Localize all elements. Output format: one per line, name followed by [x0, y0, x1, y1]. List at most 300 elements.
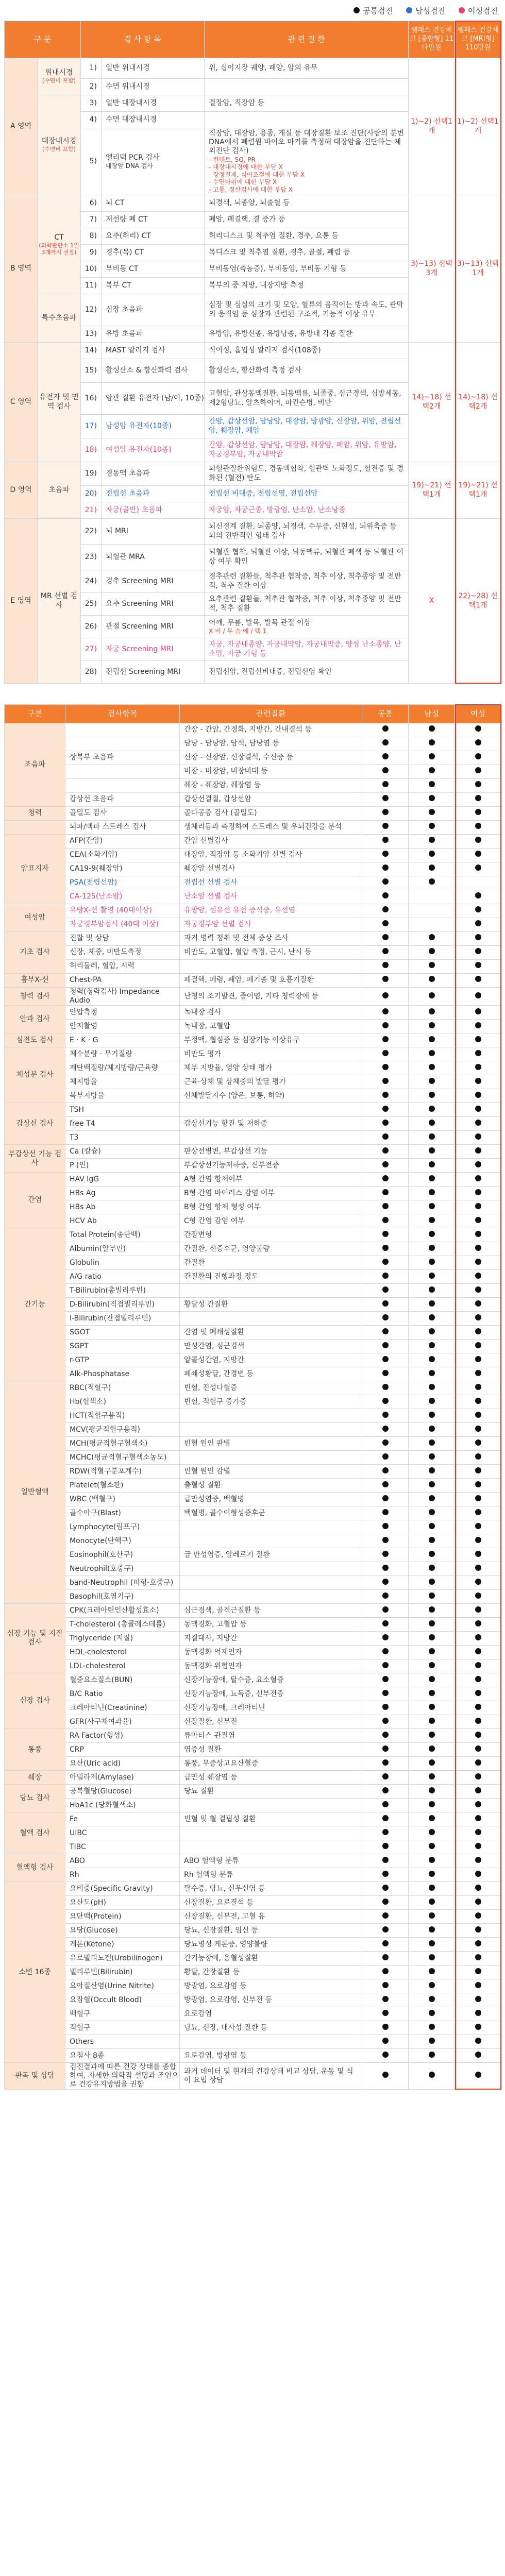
basic-exam-row	[5, 1173, 501, 1187]
common-mark	[362, 1604, 409, 1618]
basic-exam-description: 알콜성간염, 지방간	[180, 1353, 362, 1367]
female-mark	[455, 1785, 501, 1799]
subcategory	[38, 195, 81, 294]
included-dot-icon	[382, 795, 389, 801]
male-mark	[409, 1785, 455, 1799]
male-mark	[409, 960, 455, 974]
male-mark	[409, 1145, 455, 1159]
exam-name-text: MAST 알러지 검사	[106, 346, 165, 354]
included-dot-icon	[382, 1899, 389, 1905]
male-mark	[409, 1006, 455, 1020]
subcategory	[38, 519, 81, 684]
female-mark	[455, 1242, 501, 1256]
plan2-selection: 22)~28) 선택1개	[455, 519, 501, 684]
exam-name	[102, 486, 205, 502]
male-mark	[409, 974, 455, 988]
male-mark	[409, 1757, 455, 1771]
included-dot-icon	[429, 1384, 435, 1390]
female-mark	[455, 904, 501, 918]
included-dot-icon	[429, 1787, 435, 1793]
description-text: 전립선 비대증, 전립선염, 전립선암	[209, 489, 318, 498]
basic-category: 부갑상선 기능 검사	[5, 1145, 65, 1173]
basic-category: 체성분 검사	[5, 1047, 65, 1103]
exam-description	[205, 343, 409, 359]
included-dot-icon	[382, 1537, 389, 1543]
male-mark	[409, 2007, 455, 2021]
common-mark	[362, 1896, 409, 1910]
basic-category: 혈액 검사	[5, 1812, 65, 1854]
male-mark	[409, 890, 455, 904]
included-dot-icon	[382, 1078, 389, 1084]
female-mark	[455, 807, 501, 821]
male-mark	[409, 1312, 455, 1326]
exam-name-text: 저선량 폐 CT	[106, 215, 148, 224]
included-dot-icon	[475, 1342, 481, 1348]
included-dot-icon	[382, 725, 389, 732]
common-mark	[362, 1298, 409, 1312]
male-mark	[409, 1979, 455, 1993]
female-mark	[455, 960, 501, 974]
female-mark	[455, 1646, 501, 1659]
common-mark	[362, 1006, 409, 1020]
legend-female: 여성검진	[459, 5, 498, 16]
included-dot-icon	[429, 725, 435, 732]
included-dot-icon	[382, 1259, 389, 1265]
male-mark	[409, 1632, 455, 1646]
basic-exam-description: 요로감염, 방광염 등	[180, 2049, 362, 2063]
included-dot-icon	[382, 1732, 389, 1738]
th2-female: 여성	[455, 705, 501, 723]
basic-exam-description: 만성간염, 심근경색	[180, 1340, 362, 1353]
basic-exam-description: 유방암, 섬유선 유선 증식증, 유선염	[180, 904, 362, 918]
female-mark	[455, 1340, 501, 1353]
included-dot-icon	[382, 851, 389, 857]
female-mark	[455, 1020, 501, 1033]
female-mark	[455, 821, 501, 835]
basic-exam-description: 간질환, 신증후군, 영양불량	[180, 1242, 362, 1256]
basic-exam-row	[5, 932, 501, 946]
basic-exam-name: Eosinophil(호산구)	[65, 1548, 180, 1562]
female-mark	[455, 1659, 501, 1673]
basic-exam-row	[5, 1437, 501, 1451]
basic-category: 암표지자	[5, 835, 65, 904]
basic-exam-description: 간질환	[180, 1256, 362, 1270]
female-mark	[455, 1270, 501, 1284]
included-dot-icon	[382, 1328, 389, 1334]
exam-number: 6)	[81, 195, 102, 212]
common-mark	[362, 1882, 409, 1896]
basic-exam-description: 염증성 질환	[180, 1743, 362, 1757]
female-mark	[455, 1924, 501, 1938]
common-mark	[362, 960, 409, 974]
description-text: 허리디스크 및 척추염 질환, 경추, 요통 등	[209, 231, 339, 240]
male-mark	[409, 946, 455, 960]
included-dot-icon	[382, 1745, 389, 1752]
common-mark	[362, 849, 409, 862]
male-mark	[409, 918, 455, 932]
basic-exam-name: T-Bilirubin(총빌리루빈)	[65, 1284, 180, 1298]
included-dot-icon	[429, 1732, 435, 1738]
th-plan2: 웰패스 건강체크 [MRI형] 110만원	[455, 21, 501, 58]
subcategory-note: (수면비 포함)	[42, 146, 76, 153]
included-dot-icon	[429, 1926, 435, 1933]
basic-exam-row	[5, 1896, 501, 1910]
female-mark	[455, 1187, 501, 1200]
included-dot-icon	[382, 1022, 389, 1028]
included-dot-icon	[475, 1175, 481, 1181]
common-mark	[362, 1075, 409, 1089]
basic-exam-row	[5, 1131, 501, 1145]
female-mark	[455, 974, 501, 988]
basic-exam-description: 급만성염증, 백혈병	[180, 1493, 362, 1506]
basic-exam-row	[5, 1910, 501, 1924]
basic-exam-name: TIBC	[65, 1840, 180, 1854]
basic-category: 판독 및 상담	[5, 2063, 65, 2090]
basic-exam-row	[5, 2063, 501, 2090]
included-dot-icon	[382, 1912, 389, 1919]
basic-exam-row	[5, 1757, 501, 1771]
exam-name-sub: 대장암 DNA 검사	[106, 162, 154, 170]
included-dot-icon	[429, 1815, 435, 1821]
included-dot-icon	[382, 1634, 389, 1640]
included-dot-icon	[382, 1648, 389, 1654]
female-mark	[455, 1979, 501, 1993]
female-mark	[455, 946, 501, 960]
subcategory-label: 대장내시경	[41, 137, 77, 146]
basic-exam-row	[5, 960, 501, 974]
exam-name	[102, 519, 205, 545]
basic-exam-row	[5, 1200, 501, 1214]
female-mark	[455, 2021, 501, 2035]
male-mark	[409, 1367, 455, 1381]
male-mark	[409, 793, 455, 807]
subcategory	[38, 462, 81, 519]
exam-description	[205, 128, 409, 195]
basic-exam-row	[5, 1743, 501, 1757]
female-mark	[455, 1729, 501, 1743]
description-text: 유방암, 유방선종, 유방낭종, 유방내 각종 질환	[209, 329, 353, 338]
included-dot-icon	[429, 2052, 435, 2058]
exam-number: 13)	[81, 326, 102, 343]
basic-exam-description: 폐결핵, 폐렴, 폐암, 폐기종 및 호흡기질환	[180, 974, 362, 988]
included-dot-icon	[382, 2038, 389, 2044]
included-dot-icon	[429, 1217, 435, 1223]
included-dot-icon	[382, 1384, 389, 1390]
included-dot-icon	[429, 948, 435, 954]
female-mark	[455, 1520, 501, 1534]
basic-category: 당뇨 검사	[5, 1785, 65, 1812]
male-mark	[409, 2021, 455, 2035]
included-dot-icon	[475, 1412, 481, 1418]
included-dot-icon	[429, 1495, 435, 1501]
included-dot-icon	[475, 1509, 481, 1515]
common-mark	[362, 1979, 409, 1993]
female-mark	[455, 1854, 501, 1868]
exam-name	[102, 570, 205, 593]
included-dot-icon	[382, 1690, 389, 1696]
female-mark	[455, 1673, 501, 1687]
basic-exam-description: 갑상선결절, 갑상선암	[180, 793, 362, 807]
included-dot-icon	[475, 1161, 481, 1167]
plan1-selection: 14)~18) 선택2개	[409, 343, 455, 462]
basic-category: 췌장	[5, 1771, 65, 1785]
female-mark	[455, 1840, 501, 1854]
description-text: 뇌혈관질환위험도, 경동맥협착, 혈관벽 노화정도, 혈전증 및 경화된 (혈전) 탄도	[209, 465, 404, 482]
common-mark	[362, 1520, 409, 1534]
basic-exam-name	[65, 737, 180, 751]
common-mark	[362, 1145, 409, 1159]
basic-exam-name: Triglyceride (지질)	[65, 1632, 180, 1646]
exam-name	[102, 383, 205, 415]
basic-exam-name: T-cholesterol (총콜레스테롤)	[65, 1618, 180, 1632]
area-label	[5, 195, 38, 343]
basic-exam-description: 체부 지방율, 영양 상태 평가	[180, 1061, 362, 1075]
female-mark	[455, 1715, 501, 1729]
basic-exam-description: 간질환의 진행과정 정도	[180, 1270, 362, 1284]
exam-name	[102, 415, 205, 438]
basic-exam-row	[5, 1993, 501, 2007]
included-dot-icon	[475, 1120, 481, 1126]
basic-exam-name: Total Protein(총단백)	[65, 1228, 180, 1242]
exam-name	[102, 661, 205, 684]
basic-exam-name: HCT(적혈구용적)	[65, 1409, 180, 1423]
male-mark	[409, 1993, 455, 2007]
included-dot-icon	[475, 1203, 481, 1209]
male-mark	[409, 1659, 455, 1673]
basic-exam-description	[180, 2035, 362, 2049]
basic-exam-name: Chest-PA	[65, 974, 180, 988]
included-dot-icon	[382, 992, 389, 998]
basic-exam-row	[5, 1687, 501, 1701]
common-mark	[362, 1924, 409, 1938]
exam-name	[102, 438, 205, 462]
basic-exam-name: 요비중(Specific Gravity)	[65, 1882, 180, 1896]
plan1-selection: X	[409, 519, 455, 684]
basic-exam-description: 부갑상선기능저하증, 신부전증	[180, 1159, 362, 1173]
included-dot-icon	[382, 1759, 389, 1766]
basic-exam-description: B형 간염 바이러스 감염 여부	[180, 1187, 362, 1200]
included-dot-icon	[475, 2010, 481, 2016]
female-mark	[455, 890, 501, 904]
female-mark	[455, 1451, 501, 1465]
female-mark	[455, 1284, 501, 1298]
included-dot-icon	[475, 1189, 481, 1195]
basic-exam-row	[5, 1284, 501, 1298]
included-dot-icon	[382, 1453, 389, 1460]
male-mark	[409, 1256, 455, 1270]
included-dot-icon	[382, 1300, 389, 1307]
male-mark	[409, 1409, 455, 1423]
male-mark	[409, 723, 455, 737]
exam-name-text: 경추(목) CT	[106, 248, 144, 257]
female-mark	[455, 1033, 501, 1047]
basic-exam-description	[180, 1826, 362, 1840]
basic-exam-row	[5, 1145, 501, 1159]
included-dot-icon	[475, 809, 481, 815]
included-dot-icon	[475, 1523, 481, 1529]
included-dot-icon	[475, 837, 481, 843]
included-dot-icon	[429, 1300, 435, 1307]
basic-exam-description: 간기능장애, 용혈성질환	[180, 1952, 362, 1965]
included-dot-icon	[429, 1662, 435, 1668]
included-dot-icon	[382, 1495, 389, 1501]
included-dot-icon	[382, 1245, 389, 1251]
area-label-text: C 영역	[10, 397, 32, 406]
included-dot-icon	[475, 823, 481, 829]
basic-exam-description	[180, 1451, 362, 1465]
included-dot-icon	[475, 1565, 481, 1571]
exam-description	[205, 570, 409, 593]
basic-exam-row	[5, 1061, 501, 1075]
exam-number: 17)	[81, 415, 102, 438]
male-mark	[409, 1910, 455, 1924]
included-dot-icon	[475, 2072, 481, 2078]
included-dot-icon	[382, 1704, 389, 1710]
included-dot-icon	[382, 1133, 389, 1140]
common-mark	[362, 974, 409, 988]
male-mark	[409, 932, 455, 946]
common-mark	[362, 946, 409, 960]
common-mark	[362, 1952, 409, 1965]
female-mark	[455, 2035, 501, 2049]
basic-exam-description: 췌장암 선별검사	[180, 862, 362, 876]
exam-name	[102, 278, 205, 294]
included-dot-icon	[429, 1078, 435, 1084]
basic-exam-name: HAV IgG	[65, 1173, 180, 1187]
included-dot-icon	[382, 1954, 389, 1960]
basic-exam-name: 요아질산염(Urine Nitrite)	[65, 1979, 180, 1993]
male-mark	[409, 1075, 455, 1089]
common-mark	[362, 1687, 409, 1701]
included-dot-icon	[382, 1968, 389, 1974]
basic-exam-name: HDL-cholesterol	[65, 1646, 180, 1659]
included-dot-icon	[382, 1871, 389, 1877]
female-mark	[455, 1826, 501, 1840]
plan2-selection: 14)~18) 선택2개	[455, 343, 501, 462]
female-mark	[455, 1367, 501, 1381]
included-dot-icon	[429, 1453, 435, 1460]
area-label	[5, 343, 38, 462]
description-text: 고혈압, 관상동맥질환, 뇌동맥류, 뇌졸중, 심근경색, 심방세동, 제2형당뇨, 알츠하이머, 파킨슨병, 비만	[209, 389, 401, 407]
common-mark	[362, 1256, 409, 1270]
included-dot-icon	[429, 1092, 435, 1098]
basic-category: 청력	[5, 807, 65, 821]
basic-exam-row	[5, 1590, 501, 1604]
basic-exam-name: band-Neutrophil (띠형-호중구)	[65, 1576, 180, 1590]
basic-exam-name: 혈중요소질소(BUN)	[65, 1673, 180, 1687]
included-dot-icon	[475, 906, 481, 912]
female-mark	[455, 1423, 501, 1437]
basic-exam-row	[5, 1882, 501, 1896]
included-dot-icon	[475, 1467, 481, 1473]
common-mark	[362, 1395, 409, 1409]
common-mark	[362, 1340, 409, 1353]
exam-number: 24)	[81, 570, 102, 593]
description-text: 자궁암, 자궁근종, 방광염, 난소암, 난소낭종	[209, 505, 346, 514]
exam-name	[102, 195, 205, 212]
exam-number: 2)	[81, 79, 102, 95]
included-dot-icon	[475, 1300, 481, 1307]
included-dot-icon	[382, 1815, 389, 1821]
included-dot-icon	[475, 1259, 481, 1265]
basic-exam-name: 골수아구(Blast)	[65, 1506, 180, 1520]
exam-description	[205, 519, 409, 545]
basic-exam-row	[5, 1256, 501, 1270]
included-dot-icon	[382, 767, 389, 773]
included-dot-icon	[429, 1342, 435, 1348]
basic-exam-description	[180, 1131, 362, 1145]
male-mark	[409, 1451, 455, 1465]
common-mark	[362, 1938, 409, 1952]
exam-name	[102, 212, 205, 228]
basic-exam-description	[180, 1590, 362, 1604]
included-dot-icon	[429, 1509, 435, 1515]
included-dot-icon	[429, 1801, 435, 1807]
basic-exam-description: 동맥경화 위험인자	[180, 1659, 362, 1673]
basic-exam-name: RDW(적혈구분포계수)	[65, 1465, 180, 1479]
exam-name	[102, 261, 205, 278]
legend	[0, 0, 505, 21]
legend-male: 남성검진	[406, 5, 445, 16]
female-mark	[455, 1159, 501, 1173]
common-mark	[362, 821, 409, 835]
basic-exam-row	[5, 1395, 501, 1409]
included-dot-icon	[429, 1203, 435, 1209]
basic-exam-name: 체수분량 · 무기질량	[65, 1047, 180, 1061]
female-mark	[455, 1952, 501, 1965]
basic-category: 흉부X-선	[5, 974, 65, 988]
exam-description	[205, 616, 409, 638]
description-text: 자궁, 자궁내종양, 자궁내막암, 자궁내막증, 양성 난소종양, 난소암, 자궁 기형 등	[209, 640, 401, 658]
basic-category	[5, 821, 65, 835]
common-mark	[362, 1131, 409, 1145]
basic-exam-name: 요침사 8종	[65, 2049, 180, 2063]
male-mark	[409, 1701, 455, 1715]
pink-dot-icon	[459, 7, 465, 13]
common-mark	[362, 835, 409, 849]
basic-exam-description: 녹내장, 고혈압	[180, 1020, 362, 1033]
included-dot-icon	[429, 1147, 435, 1154]
common-mark	[362, 1270, 409, 1284]
basic-exam-name: MCHC(평균적혈구혈색소농도)	[65, 1451, 180, 1465]
female-mark	[455, 1006, 501, 1020]
basic-exam-row	[5, 862, 501, 876]
included-dot-icon	[429, 1273, 435, 1279]
exam-name-text: 심장 초음파	[106, 305, 143, 314]
exam-description	[205, 486, 409, 502]
th-exam: 검 사 항 목	[81, 21, 205, 58]
included-dot-icon	[429, 1940, 435, 1946]
exam-description	[205, 195, 409, 212]
basic-exam-row	[5, 1854, 501, 1868]
exam-description	[205, 261, 409, 278]
female-mark	[455, 1590, 501, 1604]
included-dot-icon	[429, 1412, 435, 1418]
male-mark	[409, 737, 455, 751]
exam-number: 5)	[81, 128, 102, 195]
basic-exam-row	[5, 1701, 501, 1715]
female-mark	[455, 1812, 501, 1826]
included-dot-icon	[382, 1092, 389, 1098]
male-mark	[409, 1131, 455, 1145]
basic-exam-description: 신장기능장애, 크레아티닌	[180, 1701, 362, 1715]
included-dot-icon	[429, 2072, 435, 2078]
common-mark	[362, 779, 409, 793]
male-mark	[409, 1534, 455, 1548]
common-mark	[362, 1562, 409, 1576]
basic-exam-name: 요잠혈(Occult Blood)	[65, 1993, 180, 2007]
exam-name-text: 관절 Screening MRI	[106, 622, 174, 631]
